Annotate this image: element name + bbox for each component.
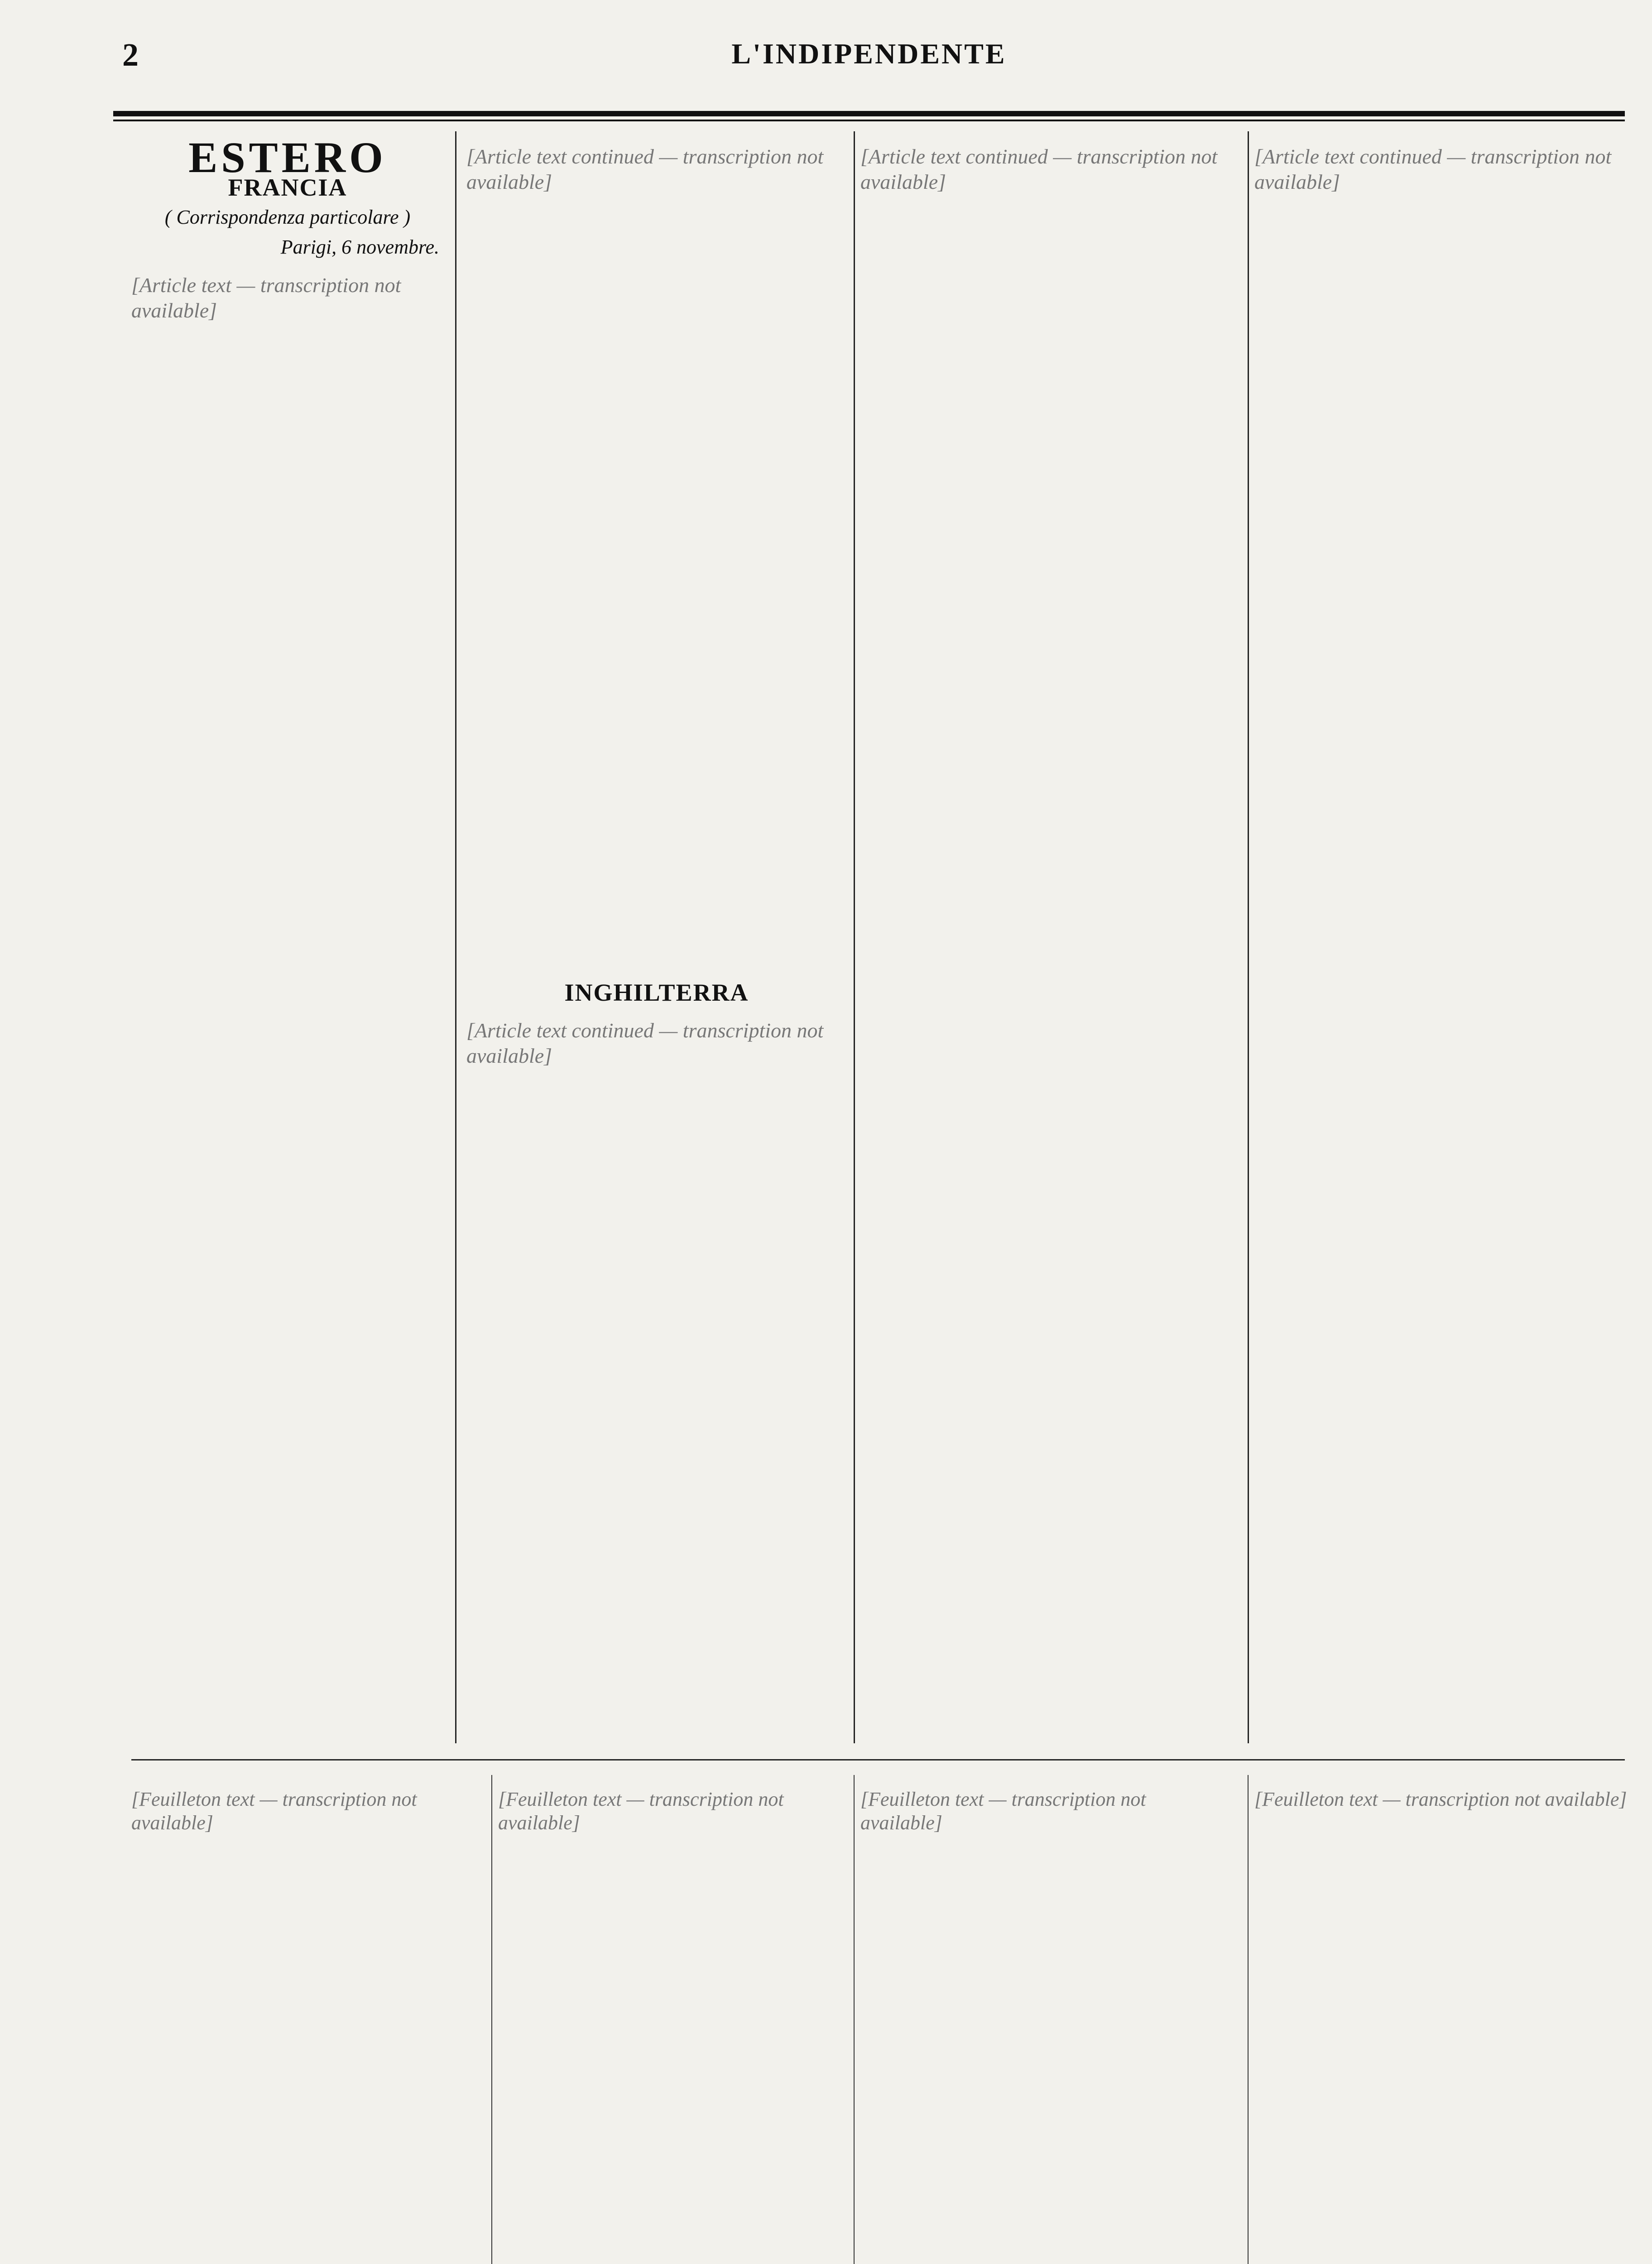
column-1 — [131, 131, 444, 1743]
article-subtitle: ( Corrispondenza particolare ) — [164, 206, 411, 228]
feuilleton-column-3 — [860, 1775, 1227, 2264]
feuilleton-text: [Feuilleton text — transcription not available] — [498, 1788, 784, 1834]
header-rule — [113, 111, 1625, 116]
column-2-text-inghilterra: [Article text continued — transcription not available] — [466, 1019, 824, 1067]
page-number: 2 — [122, 37, 139, 73]
column-4-text: [Article text continued — transcription not available] — [1254, 145, 1612, 193]
column-3 — [860, 131, 1241, 1743]
feuilleton-divider — [854, 1775, 855, 2264]
feuilleton-column-1 — [131, 1775, 485, 2264]
page-header — [113, 27, 1625, 77]
column-divider — [455, 131, 456, 1743]
column-1-text: [Article text — transcription not available] — [131, 273, 401, 322]
article-dateline: Parigi, 6 novembre. — [280, 236, 439, 258]
section-heading-inghilterra: INGHILTERRA — [564, 979, 749, 1006]
column-2-text: [Article text continued — transcription not available] — [466, 145, 824, 193]
masthead: L'INDIPENDENTE — [731, 38, 1007, 70]
column-divider — [854, 131, 855, 1743]
section-heading-estero: ESTERO — [188, 133, 387, 182]
feuilleton-column-2 — [498, 1775, 842, 2264]
column-2 — [466, 131, 847, 1743]
column-3-text: [Article text continued — transcription not available] — [860, 145, 1218, 193]
header-rule-thin — [113, 120, 1625, 121]
feuilleton-rule — [131, 1759, 1625, 1760]
column-divider — [1248, 131, 1249, 1743]
feuilleton-divider — [491, 1775, 492, 2264]
feuilleton-text: [Feuilleton text — transcription not available] — [1254, 1788, 1627, 1810]
feuilleton-divider — [1248, 1775, 1249, 2264]
feuilleton-text: [Feuilleton text — transcription not available] — [131, 1788, 417, 1834]
section-heading-francia: FRANCIA — [228, 174, 347, 201]
feuilleton-text: [Feuilleton text — transcription not available] — [860, 1788, 1146, 1834]
feuilleton-column-4 — [1254, 1775, 1630, 2264]
column-4 — [1254, 131, 1630, 1743]
